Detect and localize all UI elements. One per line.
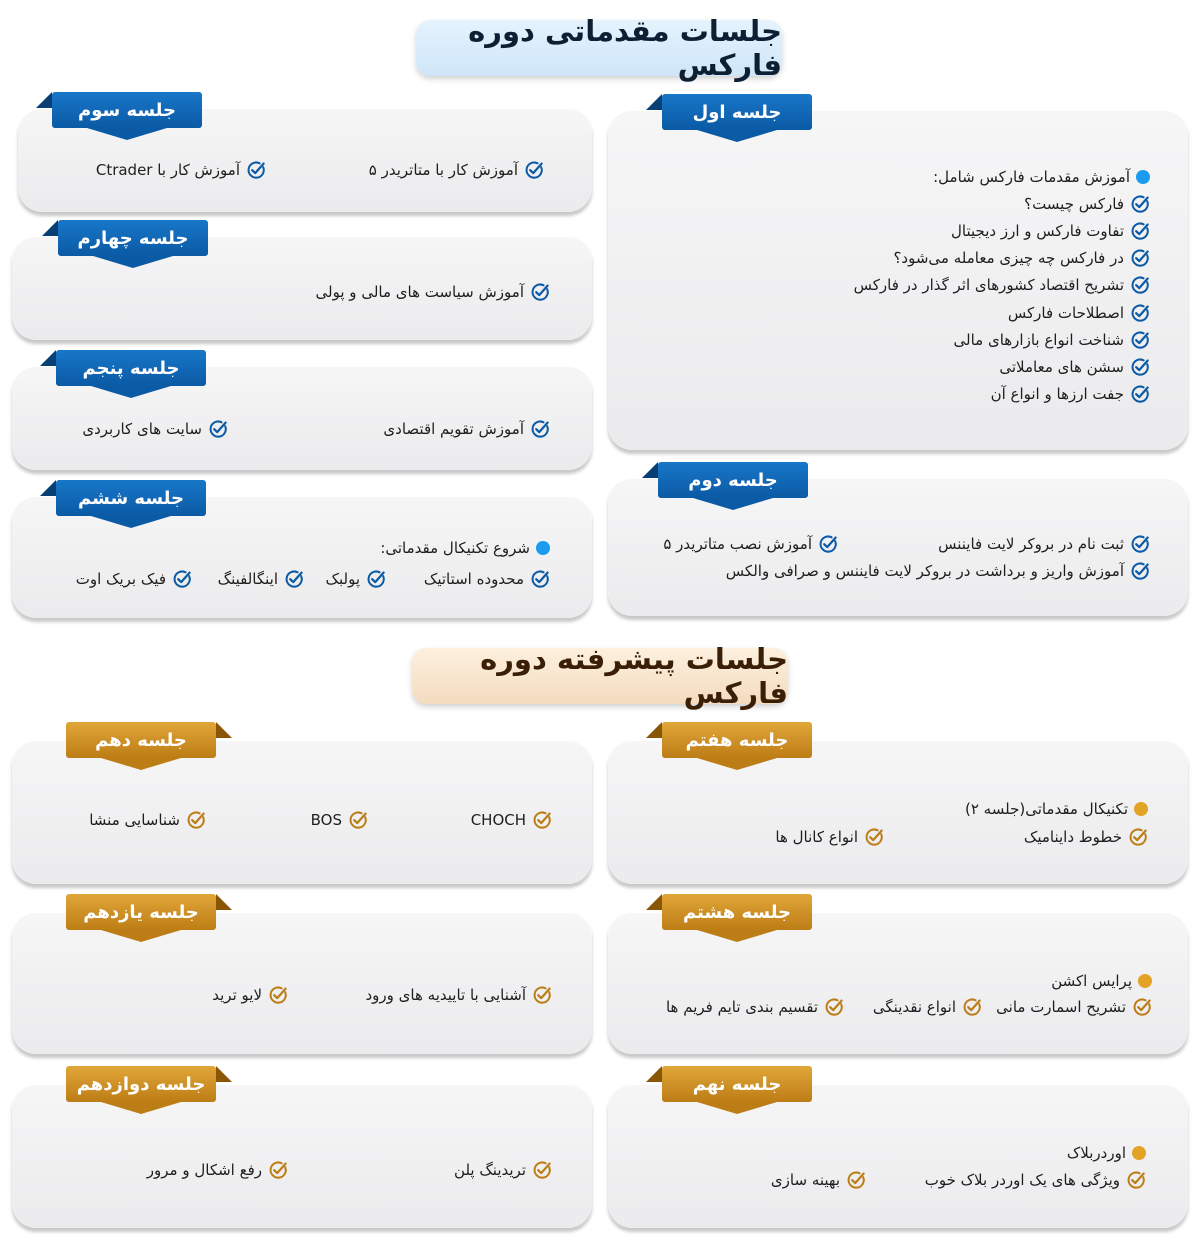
- session-7-item: انواع کانال ها: [775, 827, 884, 847]
- session-9-heading: اوردربلاک: [1067, 1144, 1146, 1162]
- bullet-dot-icon: [1138, 974, 1152, 988]
- session-7-label: جلسه هفتم: [662, 722, 812, 758]
- check-icon: [1130, 248, 1150, 268]
- check-icon: [1130, 561, 1150, 581]
- session-8-ribbon: [662, 894, 812, 930]
- session-11-label: جلسه یازدهم: [66, 894, 216, 930]
- check-icon: [532, 985, 552, 1005]
- session-1-ribbon: [662, 94, 812, 130]
- session-7-heading: تکنیکال مقدماتی(جلسه ۲): [965, 800, 1148, 818]
- session-12-item: تریدینگ پلن: [454, 1160, 552, 1180]
- session-3-item: آموزش کار با Ctrader: [96, 160, 266, 180]
- check-icon: [348, 810, 368, 830]
- session-9-item: بهینه سازی: [771, 1170, 866, 1190]
- check-icon: [1128, 827, 1148, 847]
- session-6-ribbon: [56, 480, 206, 516]
- check-icon: [530, 282, 550, 302]
- session-3-label: جلسه سوم: [52, 92, 202, 128]
- session-8-label: جلسه هشتم: [662, 894, 812, 930]
- session-6-heading: شروع تکنیکال مقدماتی:: [380, 539, 550, 557]
- check-icon: [1130, 194, 1150, 214]
- check-icon: [864, 827, 884, 847]
- check-icon: [1130, 384, 1150, 404]
- intro-section-title: جلسات مقدماتی دوره فارکس: [416, 20, 782, 76]
- check-icon: [532, 810, 552, 830]
- session-8-item: انواع نقدینگی: [873, 997, 982, 1017]
- session-4-label: جلسه چهارم: [58, 220, 208, 256]
- check-icon: [268, 1160, 288, 1180]
- check-icon: [530, 419, 550, 439]
- session-12-label: جلسه دوازدهم: [66, 1066, 216, 1102]
- bullet-dot-icon: [536, 541, 550, 555]
- session-6-item: اینگالفینگ: [218, 569, 304, 589]
- session-7-ribbon: [662, 722, 812, 758]
- session-1-heading: آموزش مقدمات فارکس شامل:: [933, 168, 1150, 186]
- session-6-item: محدوده استاتیک: [424, 569, 550, 589]
- check-icon: [246, 160, 266, 180]
- check-icon: [1130, 221, 1150, 241]
- session-11-item: آشنایی با تاییدیه های ورود: [366, 985, 553, 1005]
- check-icon: [1130, 303, 1150, 323]
- session-1-item: اصطلاحات فارکس: [1008, 303, 1150, 323]
- session-1-item: فارکس چیست؟: [1024, 194, 1150, 214]
- session-2-label: جلسه دوم: [658, 462, 808, 498]
- bullet-dot-icon: [1132, 1146, 1146, 1160]
- session-1-item: در فارکس چه چیزی معامله می‌شود؟: [893, 248, 1150, 268]
- session-1-item: تشریح اقتصاد کشورهای اثر گذار در فارکس: [854, 275, 1150, 295]
- check-icon: [818, 534, 838, 554]
- session-12-ribbon: [66, 1066, 216, 1102]
- session-4-item: آموزش سیاست های مالی و پولی: [316, 282, 550, 302]
- session-7-item: خطوط داینامیک: [1024, 827, 1148, 847]
- session-12-item: رفع اشکال و مرور: [147, 1160, 288, 1180]
- session-6-item: پولبک: [326, 569, 386, 589]
- check-icon: [172, 569, 192, 589]
- session-10-item: BOS: [311, 810, 368, 830]
- session-2-ribbon: [658, 462, 808, 498]
- session-3-ribbon: [52, 92, 202, 128]
- session-9-label: جلسه نهم: [662, 1066, 812, 1102]
- advanced-section-title: جلسات پیشرفته دوره فارکس: [412, 648, 788, 704]
- session-8-item: تقسیم بندی تایم فریم ها: [666, 997, 844, 1017]
- session-5-item: سایت های کاربردی: [82, 419, 228, 439]
- session-10-item: CHOCH: [471, 810, 552, 830]
- session-8-item: تشریح اسمارت مانی: [996, 997, 1152, 1017]
- session-11-item: لایو ترید: [212, 985, 288, 1005]
- session-1-item: تفاوت فارکس و ارز دیجیتال: [951, 221, 1150, 241]
- session-3-item: آموزش کار با متاتریدر ۵: [369, 160, 544, 180]
- check-icon: [1126, 1170, 1146, 1190]
- check-icon: [268, 985, 288, 1005]
- session-1-label: جلسه اول: [662, 94, 812, 130]
- session-10-label: جلسه دهم: [66, 722, 216, 758]
- session-5-label: جلسه پنجم: [56, 350, 206, 386]
- check-icon: [284, 569, 304, 589]
- session-2-item: آموزش واریز و برداشت در بروکر لایت فایننس و صرافی والکس: [726, 561, 1150, 581]
- check-icon: [1130, 330, 1150, 350]
- session-6-item: فیک بریک اوت: [76, 569, 192, 589]
- check-icon: [1130, 357, 1150, 377]
- check-icon: [186, 810, 206, 830]
- session-9-ribbon: [662, 1066, 812, 1102]
- check-icon: [1130, 534, 1150, 554]
- session-4-ribbon: [58, 220, 208, 256]
- check-icon: [824, 997, 844, 1017]
- session-12-card: [12, 1084, 592, 1228]
- check-icon: [366, 569, 386, 589]
- session-9-item: ویژگی های یک اوردر بلاک خوب: [925, 1170, 1146, 1190]
- bullet-dot-icon: [1134, 802, 1148, 816]
- check-icon: [208, 419, 228, 439]
- session-1-item: شناخت انواع بازارهای مالی: [954, 330, 1150, 350]
- check-icon: [1132, 997, 1152, 1017]
- session-11-ribbon: [66, 894, 216, 930]
- bullet-dot-icon: [1136, 170, 1150, 184]
- check-icon: [532, 1160, 552, 1180]
- check-icon: [846, 1170, 866, 1190]
- session-8-heading: پرایس اکشن: [1051, 972, 1152, 990]
- session-5-ribbon: [56, 350, 206, 386]
- check-icon: [524, 160, 544, 180]
- session-10-item: شناسایی منشا: [89, 810, 206, 830]
- session-6-label: جلسه ششم: [56, 480, 206, 516]
- session-2-item: آموزش نصب متاتریدر ۵: [663, 534, 838, 554]
- session-2-item: ثبت نام در بروکر لایت فایننس: [938, 534, 1150, 554]
- session-10-ribbon: [66, 722, 216, 758]
- session-1-item: جفت ارزها و انواع آن: [991, 384, 1150, 404]
- check-icon: [962, 997, 982, 1017]
- session-1-item: سشن های معاملاتی: [999, 357, 1150, 377]
- session-11-card: [12, 912, 592, 1054]
- session-5-item: آموزش تقویم اقتصادی: [383, 419, 550, 439]
- check-icon: [530, 569, 550, 589]
- check-icon: [1130, 275, 1150, 295]
